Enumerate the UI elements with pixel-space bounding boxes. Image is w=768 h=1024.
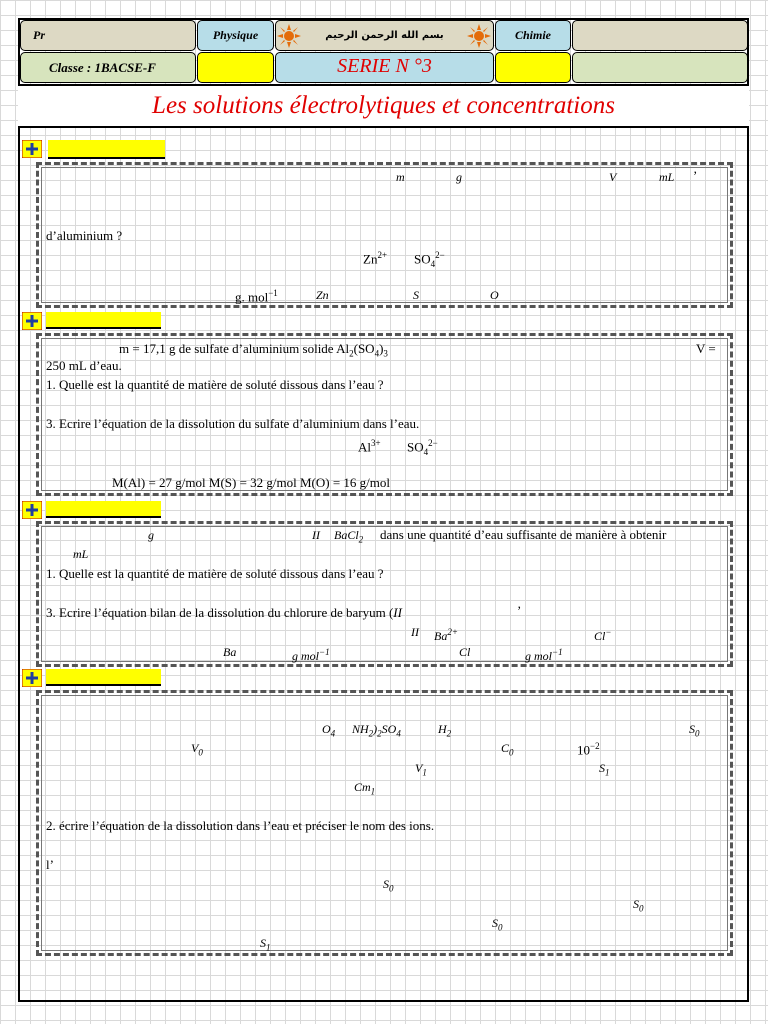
serie-label: SERIE N °3: [337, 55, 432, 77]
ex1-line2: d’aluminium ?: [46, 228, 123, 243]
ex4-s0b: $S_0$: [383, 877, 394, 894]
teacher-cell: [20, 20, 196, 51]
right-header-cell: [572, 20, 748, 51]
ex2-line1: m = 17,1 g de sulfate d’aluminium solide $Al_2(SO_4)_3$: [119, 341, 388, 359]
ex3-bacl2: BaCl$_2$: [334, 528, 364, 545]
teacher-label: Pr: [33, 28, 45, 42]
ex3-Ba: Ba: [223, 645, 237, 659]
exercise-3-heading-bar: [46, 501, 161, 518]
ex1-O: O: [490, 288, 499, 302]
ex1-m: m: [396, 170, 405, 184]
serie-cell: [275, 52, 494, 83]
sun-icon-left: [277, 24, 301, 48]
ex3-g: g: [148, 528, 154, 542]
exercise-2-marker-icon: [22, 312, 42, 330]
ex1-g: g: [456, 170, 462, 184]
yellow-cell-right: [495, 52, 571, 83]
ex1-so4-ion: $SO_4^{2-}$: [414, 250, 445, 269]
yellow-cell-left: [197, 52, 274, 83]
ex3-line1: dans une quantité d’eau suffisante de manière à obtenir: [380, 527, 667, 542]
exercise-3-marker-icon: [22, 501, 42, 519]
exercise-1-box: [36, 162, 733, 308]
ex3-q1: 1. Quelle est la quantité de matière de soluté dissous dans l’eau ?: [46, 566, 384, 581]
ex4-lap: l’: [46, 857, 54, 872]
exercise-3-box: [36, 521, 733, 667]
ex3-apos: ’: [517, 603, 522, 618]
ex3-ii2: II: [411, 625, 419, 639]
class-cell: [20, 52, 196, 83]
ex3-ba-ion: $Ba^{2+}$: [434, 627, 458, 643]
ex3-q3: 3. Ecrire l’équation bilan de la dissolution du chlorure de baryum (II: [46, 605, 402, 620]
ex4-v1: $V_1$: [415, 761, 427, 778]
ex3-gmol2: g mol$^{-1}$: [525, 647, 563, 663]
ex1-V: V: [609, 170, 617, 184]
ex4-s1b: $S_1$: [260, 936, 271, 953]
ex4-s0a: $S_0$: [689, 722, 700, 739]
chimie-cell: [495, 20, 571, 51]
exercise-2-heading-bar: [46, 312, 161, 329]
ex4-h2: $H_2$: [438, 722, 452, 739]
exercise-1-heading-bar: [48, 140, 165, 159]
ex3-cl-ion: Cl−: [594, 627, 612, 643]
physique-label: Physique: [212, 28, 259, 42]
ex1-mL: mL: [659, 170, 675, 184]
ex4-cm1: $Cm_1$: [354, 780, 376, 797]
ex2-q1: 1. Quelle est la quantité de matière de soluté dissous dans l’eau ?: [46, 377, 384, 392]
page-title: Les solutions électrolytiques et concentrations: [152, 92, 615, 119]
ex4-s0c: $S_0$: [633, 897, 644, 914]
chimie-label: Chimie: [514, 28, 551, 42]
ex3-Cl: Cl: [459, 645, 471, 659]
physique-cell: [197, 20, 274, 51]
sun-icon-right: [467, 24, 491, 48]
ex3-ii: II: [312, 528, 320, 542]
page-title-bar: [18, 84, 749, 128]
basmala-cell: [275, 20, 494, 51]
ex2-q3: 3. Ecrire l’équation de la dissolution du sulfate d’aluminium dans l’eau.: [46, 416, 420, 431]
exercise-4-heading-bar: [46, 669, 161, 686]
exercise-4-marker-icon: [22, 669, 42, 687]
ex1-S: S: [413, 288, 419, 302]
ex1-zn-ion: $Zn^{2+}$: [363, 250, 388, 267]
ex2-masses: M(Al) = 27 g/mol M(S) = 32 g/mol M(O) = 16 g/mol: [112, 475, 391, 490]
exercise-1-marker-icon: [22, 140, 42, 158]
ex4-pow: $10^{-2}$: [577, 741, 600, 758]
ex2-line2: 250 mL d’eau.: [46, 358, 122, 373]
ex3-mL: mL: [73, 547, 89, 561]
right-header-cell-2: [572, 52, 748, 83]
ex2-so4-ion: $SO_4^{2-}$: [407, 438, 438, 457]
ex4-nh2so4: $NH_2)_2SO_4$: [352, 722, 401, 739]
ex4-c0: $C_0$: [501, 741, 514, 758]
ex2-al-ion: $Al^{3+}$: [358, 438, 381, 455]
ex4-s1: $S_1$: [599, 761, 610, 778]
ex2-V: V =: [696, 341, 716, 356]
ex1-apos: ’: [693, 168, 698, 183]
ex4-s0d: $S_0$: [492, 916, 503, 933]
class-label: Classe : 1BACSE-F: [49, 59, 156, 75]
ex4-v0: $V_0$: [191, 741, 203, 758]
ex4-o4: $O_4$: [322, 722, 336, 739]
ex1-gmol: g. mol$^{-1}$: [235, 288, 278, 305]
ex3-gmol: g mol$^{-1}$: [292, 647, 330, 663]
ex1-Zn: Zn: [316, 288, 329, 302]
basmala-text: بسم الله الرحمن الرحيم: [325, 30, 444, 41]
ex4-q2: 2. écrire l’équation de la dissolution dans l’eau et préciser le nom des ions.: [46, 818, 435, 833]
